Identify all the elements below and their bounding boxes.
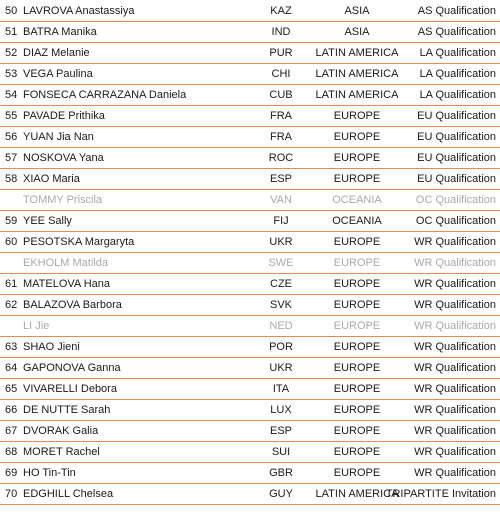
table-row <box>0 421 500 442</box>
continent-cell: LATIN AMERICA <box>315 89 399 101</box>
table-row <box>0 211 500 232</box>
qualification-cell: WR Qualification <box>414 467 496 479</box>
athlete-name-cell: DIAZ Melanie <box>23 47 90 59</box>
rank-cell: 58 <box>5 173 18 185</box>
continent-cell: EUROPE <box>333 341 381 353</box>
rank-cell: 51 <box>5 26 18 38</box>
table-row <box>0 463 500 484</box>
continent-cell: ASIA <box>344 26 370 38</box>
noc-cell: CUB <box>269 89 293 101</box>
rank-cell <box>5 190 22 210</box>
table-row <box>0 316 500 337</box>
table-row <box>0 85 500 106</box>
table-row <box>0 337 500 358</box>
qualification-cell: EU Qualification <box>417 131 496 143</box>
table-row <box>0 169 500 190</box>
table-row <box>0 0 500 22</box>
rank-cell: 56 <box>5 131 18 143</box>
continent-cell: EUROPE <box>333 152 381 164</box>
noc-cell: ESP <box>269 173 292 185</box>
continent-cell: EUROPE <box>333 467 381 479</box>
rank-cell <box>5 316 22 336</box>
continent-cell: LATIN AMERICA <box>315 68 399 80</box>
qualification-cell: WR Qualification <box>414 236 496 248</box>
qualification-cell: OC Qualification <box>415 215 496 227</box>
table-row <box>0 442 500 463</box>
table-row <box>0 148 500 169</box>
noc-cell: NED <box>269 320 293 332</box>
table-row <box>0 274 500 295</box>
rank-cell: 57 <box>5 152 18 164</box>
table-row <box>0 232 500 253</box>
table-row <box>0 358 500 379</box>
qualification-cell: WR Qualification <box>414 341 496 353</box>
noc-cell: FRA <box>270 131 292 143</box>
continent-cell: EUROPE <box>333 404 381 416</box>
noc-cell: POR <box>269 341 293 353</box>
athlete-name-cell: LI Jie <box>23 320 50 332</box>
athlete-name-cell: PESOTSKA Margaryta <box>23 236 135 248</box>
qualification-cell: AS Qualification <box>417 26 496 38</box>
rank-cell <box>5 253 22 273</box>
continent-cell: OCEANIA <box>332 194 382 206</box>
table-row <box>0 106 500 127</box>
rank-cell: 50 <box>5 4 18 17</box>
table-row <box>0 22 500 43</box>
rank-cell: 52 <box>5 47 18 59</box>
table-row <box>0 295 500 316</box>
continent-cell: ASIA <box>344 4 370 17</box>
noc-cell: GUY <box>269 488 293 500</box>
noc-cell: SUI <box>271 446 291 458</box>
table-row <box>0 64 500 85</box>
qualification-cell: EU Qualification <box>417 173 496 185</box>
qualification-cell: WR Qualification <box>414 446 496 458</box>
athlete-name-cell: MATELOVA Hana <box>23 278 111 290</box>
athlete-name-cell: FONSECA CARRAZANA Daniela <box>23 89 187 101</box>
qualification-cell: OC Qualification <box>415 194 496 206</box>
continent-cell: OCEANIA <box>332 215 382 227</box>
qualification-cell: WR Qualification <box>414 383 496 395</box>
athlete-name-cell: YUAN Jia Nan <box>23 131 94 143</box>
qualification-cell: AS Qualification <box>417 4 496 17</box>
athlete-name-cell: BALAZOVA Barbora <box>23 299 122 311</box>
rank-cell: 68 <box>5 446 18 458</box>
noc-cell: VAN <box>270 194 292 206</box>
table-row <box>0 400 500 421</box>
rank-cell: 66 <box>5 404 18 416</box>
continent-cell: EUROPE <box>333 320 381 332</box>
athlete-name-cell: LAVROVA Anastassiya <box>23 4 135 17</box>
rank-cell: 67 <box>5 425 18 437</box>
continent-cell: EUROPE <box>333 278 381 290</box>
rank-cell: 65 <box>5 383 18 395</box>
table-row <box>0 484 500 505</box>
qualification-cell: WR Qualification <box>414 299 496 311</box>
continent-cell: EUROPE <box>333 362 381 374</box>
table-row <box>0 127 500 148</box>
rank-cell: 53 <box>5 68 18 80</box>
athlete-name-cell: EKHOLM Matilda <box>23 257 108 269</box>
rank-cell: 62 <box>5 299 18 311</box>
rank-cell: 59 <box>5 215 18 227</box>
athlete-name-cell: EDGHILL Chelsea <box>23 488 114 500</box>
qualification-cell: LA Qualification <box>419 89 496 101</box>
qualification-cell: WR Qualification <box>414 278 496 290</box>
athlete-name-cell: VEGA Paulina <box>23 68 93 80</box>
noc-cell: KAZ <box>270 4 292 17</box>
athlete-name-cell: DE NUTTE Sarah <box>23 404 111 416</box>
athlete-name-cell: VIVARELLI Debora <box>23 383 117 395</box>
continent-cell: EUROPE <box>333 173 381 185</box>
noc-cell: CZE <box>270 278 292 290</box>
rank-cell: 61 <box>5 278 18 290</box>
continent-cell: EUROPE <box>333 446 381 458</box>
athlete-name-cell: NOSKOVA Yana <box>23 152 104 164</box>
qualification-cell: WR Qualification <box>414 362 496 374</box>
noc-cell: GBR <box>269 467 293 479</box>
athlete-name-cell: DVORAK Galia <box>23 425 99 437</box>
noc-cell: CHI <box>271 68 291 80</box>
athlete-name-cell: PAVADE Prithika <box>23 110 105 122</box>
athlete-name-cell: SHAO Jieni <box>23 341 80 353</box>
qualification-cell: EU Qualification <box>417 110 496 122</box>
noc-cell: LUX <box>270 404 292 416</box>
athlete-name-cell: GAPONOVA Ganna <box>23 362 121 374</box>
continent-cell: EUROPE <box>333 236 381 248</box>
rank-cell: 70 <box>5 488 18 500</box>
qualification-cell: WR Qualification <box>414 425 496 437</box>
noc-cell: ROC <box>268 152 294 164</box>
table-row <box>0 379 500 400</box>
noc-cell: ITA <box>272 383 290 395</box>
athlete-name-cell: MORET Rachel <box>23 446 100 458</box>
qualification-cell: WR Qualification <box>414 404 496 416</box>
athlete-name-cell: TOMMY Priscila <box>23 194 103 206</box>
noc-cell: FIJ <box>273 215 289 227</box>
athlete-name-cell: BATRA Manika <box>23 26 97 38</box>
continent-cell: EUROPE <box>333 299 381 311</box>
noc-cell: SWE <box>268 257 294 269</box>
qualification-cell: LA Qualification <box>419 47 496 59</box>
continent-cell: LATIN AMERICA <box>315 488 399 500</box>
qualification-cell: EU Qualification <box>417 152 496 164</box>
athlete-name-cell: YEE Sally <box>23 215 72 227</box>
athlete-name-cell: HO Tin-Tin <box>23 467 76 479</box>
noc-cell: SVK <box>269 299 292 311</box>
noc-cell: UKR <box>269 362 293 374</box>
rank-cell: 63 <box>5 341 18 353</box>
qualification-cell: TRIPARTITE Invitation <box>385 488 496 500</box>
noc-cell: FRA <box>270 110 292 122</box>
noc-cell: ESP <box>269 425 292 437</box>
continent-cell: EUROPE <box>333 383 381 395</box>
table-row <box>0 190 500 211</box>
rank-cell: 64 <box>5 362 18 374</box>
continent-cell: EUROPE <box>333 131 381 143</box>
continent-cell: EUROPE <box>333 110 381 122</box>
athlete-name-cell: XIAO Maria <box>23 173 80 185</box>
qualification-cell: WR Qualification <box>414 320 496 332</box>
qualification-cell: WR Qualification <box>414 257 496 269</box>
rank-cell: 55 <box>5 110 18 122</box>
noc-cell: UKR <box>269 236 293 248</box>
continent-cell: EUROPE <box>333 425 381 437</box>
rank-cell: 54 <box>5 89 18 101</box>
qualification-cell: LA Qualification <box>419 68 496 80</box>
table-row <box>0 43 500 64</box>
continent-cell: EUROPE <box>333 257 381 269</box>
table-row <box>0 253 500 274</box>
continent-cell: LATIN AMERICA <box>315 47 399 59</box>
noc-cell: IND <box>271 26 291 38</box>
rank-cell: 60 <box>5 236 18 248</box>
rank-cell: 69 <box>5 467 18 479</box>
noc-cell: PUR <box>269 47 293 59</box>
